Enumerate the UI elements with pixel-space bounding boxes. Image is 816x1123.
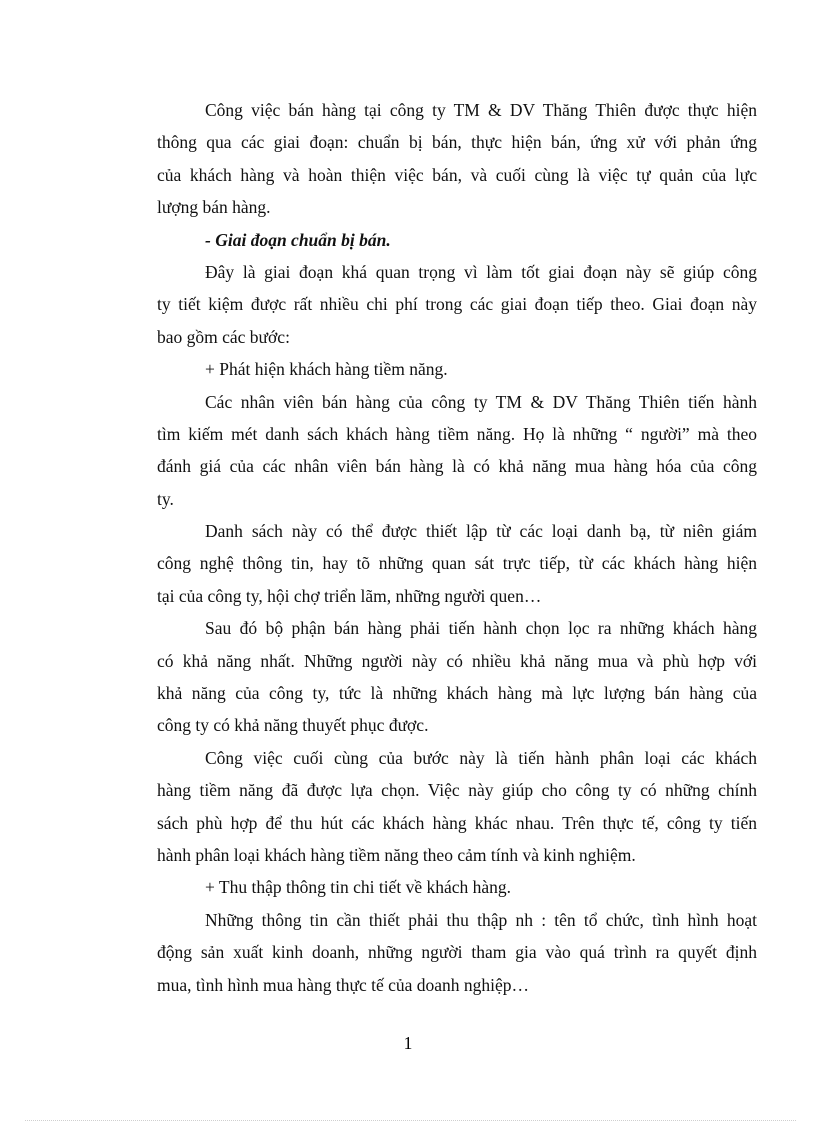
paragraph <box>157 904 757 1001</box>
text-line: công ty có khả năng thuyết phục được. <box>157 715 429 736</box>
paragraph <box>157 515 757 612</box>
text-line: khả năng của công ty, tức là những khách hàng mà lực lượng bán hàng của <box>157 683 757 704</box>
text-line: tìm kiếm mét danh sách khách hàng tiềm năng. Họ là những “ người” mà theo <box>157 423 757 444</box>
section-heading <box>157 224 757 256</box>
paragraph <box>157 871 757 903</box>
text-line: hành phân loại khách hàng tiềm năng theo cảm tính và kinh nghiệm. <box>157 844 636 865</box>
paragraph <box>157 612 757 742</box>
text-line: + Thu thập thông tin chi tiết về khách hàng. <box>205 877 512 898</box>
text-line: có khả năng nhất. Những người này có nhiều khả năng mua và phù hợp với <box>157 650 757 671</box>
text-line: Danh sách này có thể được thiết lập từ các loại danh bạ, từ niên giám <box>205 521 757 542</box>
text-line: Các nhân viên bán hàng của công ty TM & DV Thăng Thiên tiến hành <box>205 391 757 412</box>
text-line: Sau đó bộ phận bán hàng phải tiến hành chọn lọc ra những khách hàng <box>205 618 757 639</box>
text-line: mua, tình hình mua hàng thực tế của doanh nghiệp… <box>157 974 530 995</box>
text-line: Đây là giai đoạn khá quan trọng vì làm tốt giai đoạn này sẽ giúp công <box>205 261 757 282</box>
text-line: Công việc cuối cùng của bước này là tiến hành phân loại các khách <box>205 747 757 768</box>
text-line: công nghệ thông tin, hay tõ những quan sát trực tiếp, từ các khách hàng hiện <box>157 553 757 574</box>
text-line: + Phát hiện khách hàng tiềm năng. <box>205 359 448 380</box>
paragraph <box>157 94 757 224</box>
text-line: Công việc bán hàng tại công ty TM & DV Thăng Thiên được thực hiện <box>205 100 757 120</box>
text-line: ty tiết kiệm được rất nhiều chi phí trong các giai đoạn tiếp theo. Giai đoạn này <box>157 294 757 315</box>
text-line: hàng tiềm năng đã được lựa chọn. Việc này giúp cho công ty có những chính <box>157 780 757 801</box>
document-body <box>157 94 757 1001</box>
text-line: Những thông tin cần thiết phải thu thập nh : tên tổ chức, tình hình hoạt <box>205 909 757 930</box>
text-line: của khách hàng và hoàn thiện việc bán, và cuối cùng là việc tự quản của lực <box>157 164 757 185</box>
paragraph <box>157 386 757 516</box>
text-line: - Giai đoạn chuẩn bị bán. <box>205 229 391 250</box>
paragraph <box>157 742 757 872</box>
text-line: tại của công ty, hội chợ triển lãm, những người quen… <box>157 585 542 606</box>
page-number: 1 <box>403 1033 413 1053</box>
paragraph <box>157 353 757 385</box>
paragraph <box>157 256 757 353</box>
text-line: thông qua các giai đoạn: chuẩn bị bán, thực hiện bán, ứng xử với phản ứng <box>157 132 757 153</box>
text-line: ty. <box>157 488 174 509</box>
text-line: đánh giá của các nhân viên bán hàng là có khả năng mua hàng hóa của công <box>157 456 757 477</box>
text-line: sách phù hợp để thu hút các khách hàng khác nhau. Trên thực tế, công ty tiến <box>157 812 757 833</box>
page-boundary-divider <box>25 1120 796 1121</box>
text-line: động sản xuất kinh doanh, những người tham gia vào quá trình ra quyết định <box>157 942 757 963</box>
text-line: bao gồm các bước: <box>157 326 290 347</box>
text-line: lượng bán hàng. <box>157 197 271 218</box>
